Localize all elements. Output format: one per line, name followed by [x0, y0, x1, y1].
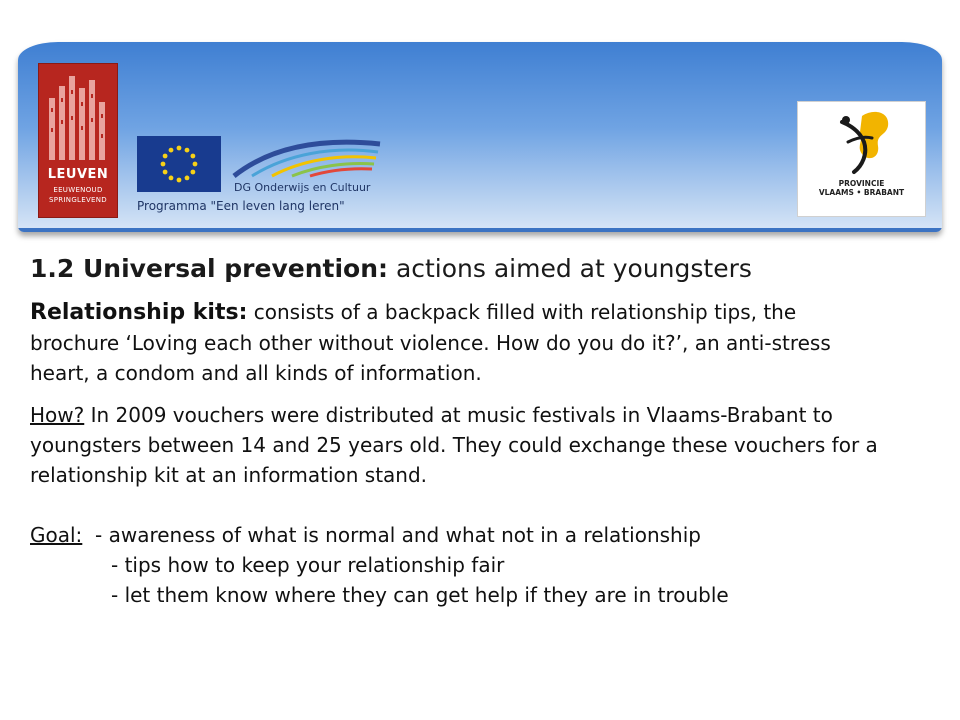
kits-text: consists of a backpack filled with relationship tips, the brochure ‘Loving each other without violence. How do you do it?’, an anti-stress heart, a condom and all kinds of information. [30, 300, 831, 385]
lifelong-learning-swoosh-icon [232, 136, 382, 180]
how-label: How? [30, 403, 85, 427]
slide-heading [30, 251, 930, 287]
provincie-name [798, 179, 925, 197]
leuven-tagline-1: EEUWENOUD [53, 186, 103, 194]
eu-flag-icon [137, 136, 221, 192]
heading-bold: 1.2 Universal prevention: [30, 254, 388, 283]
programme-label: Programma "Een leven lang leren" [137, 199, 345, 213]
how-paragraph [30, 400, 890, 490]
kits-label: Relationship kits: [30, 300, 248, 325]
kits-paragraph [30, 297, 890, 388]
goal-row-2 [30, 550, 930, 580]
leuven-tagline-2: SPRINGLEVEND [48, 196, 107, 204]
how-text: In 2009 vouchers were distributed at music festivals in Vlaams-Brabant to youngsters between 14 and 25 years old. They could exchange these vouchers for a relationship kit at an information stand. [30, 403, 878, 487]
leuven-name: LEUVEN [47, 167, 109, 182]
goal-item: - let them know where they can get help if they are in trouble [111, 583, 729, 607]
goal-item: - awareness of what is normal and what not in a relationship [95, 523, 701, 547]
goal-row-3 [30, 580, 930, 610]
goal-item: - tips how to keep your relationship fair [111, 553, 505, 577]
goal-section [30, 520, 930, 610]
goal-label: Goal: [30, 523, 83, 547]
slide-content [30, 251, 930, 610]
provincie-line-2: VLAAMS • BRABANT [818, 188, 905, 197]
provincie-emblem-icon [798, 102, 925, 178]
dg-label: DG Onderwijs en Cultuur [234, 181, 371, 194]
provincie-line-1: PROVINCIE [838, 179, 885, 188]
heading-rest: actions aimed at youngsters [395, 254, 752, 283]
provincie-logo [797, 101, 926, 217]
goal-row-1 [30, 520, 930, 550]
eu-programme-logo [137, 136, 387, 218]
leuven-building-icon [39, 68, 117, 168]
leuven-logo [38, 63, 118, 218]
